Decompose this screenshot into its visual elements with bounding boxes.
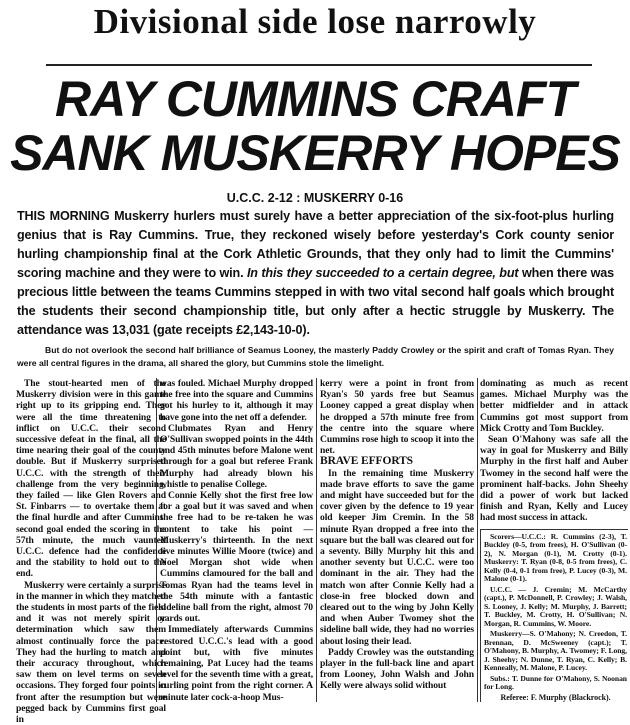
paragraph: Immediately afterwards Cummins restored U.C.C.'s lead with a good point but, with five minutes remaining, Pat Lucey had the teams level for the seventh time with a great, curling point from the right corner. A minute later cock-a-hoop Mus-	[160, 624, 313, 703]
scorers: Scorers—U.C.C.: R. Cummins (2-3), T. Buckley (0-5, from frees), H. O'Sullivan (0-2), N. Morgan (0-1), M. Crotty (0-1). Muskerry: T. Ryan (0-8, 0-5 from frees), C. Kelly (0-4, 0-1 from free), P. Lucey (0-3), M. Malone (0-1).	[484, 531, 627, 584]
ucc-team: U.C.C. — J. Cremin; M. McCarthy (capt.), P. McDonnell, P. Crowley; J. Walsh, S. Looney, J. Kelly; M. Murphy, J. Barrett; T. Buckley, M. Crotty, H. O'Sullivan; N. Morgan, R. Cummins, W. Moore.	[484, 584, 627, 628]
paragraph: Connie Kelly shot the first free low for a goal but it was saved and when the free had to be re-taken he was content to take his point — Muskerry's thirteenth. In the next five minutes Willie Moore (twice) and Noel Morgan shot wide when Cummins clamoured for the ball and Tomas Ryan had the teams level in the 54th minute with a fantastic sideline ball from the right, almost 70 yards out.	[160, 490, 313, 625]
main-headline	[0, 72, 630, 180]
paragraph: Clubmates Ryan and Henry O'Sullivan swopped points in the 44th and 45th minutes before Malone went through for a goal but referee Frank Murphy had already blown his whistle to penalise College.	[160, 422, 313, 490]
paragraph: dominating as much as recent games. Michael Murphy was the better midfielder and in attack Cummins got most support from Mick Crotty and Tom Buckley.	[480, 378, 628, 434]
column-3	[320, 378, 474, 692]
intro-paragraph	[17, 207, 614, 340]
column-divider	[477, 378, 478, 702]
muskerry-team: Muskerry—S. O'Mahony; N. Creedon, T. Brennan, D. McSweeney (capt.); T. O'Mahony, B. Murphy, A. Twomey; F. Long, J. Sheehy; N. Dunne, T. Ryan, C. Kelly; B. Kenneally, M. Malone, P. Lucey.	[484, 629, 627, 673]
referee: Referee: F. Murphy (Blackrock).	[500, 692, 611, 702]
headline-line-1: RAY CUMMINS CRAFT	[54, 71, 575, 127]
column-2	[160, 378, 313, 703]
headline-rule	[46, 64, 592, 66]
paragraph: In the remaining time Muskerry made brave efforts to save the game and might have succeeded but for the cover given by the defence to 19 year old keeper Jim Cremin. In the 58 minute Ryan dropped a free into the square but the ball was cleared out for a seventy. Billy Murphy hit this and another seventy but U.C.C. were too dominant in the air. They had the match won after Connie Kelly had a close-in free blocked down and cleared out to the wing by John Kelly and when Auber Twomey shot the sideline ball wide, they had no worries about losing their lead.	[320, 467, 474, 647]
headline-line-2: SANK MUSKERRY HOPES	[10, 125, 620, 181]
paragraph: The stout-hearted men of the Muskerry division were in this game right up to its gripping end. They were all the time threatening to inflict on U.C.C. their second successive defeat in the final, all the time nearing their goal of the county double. But if Muskerry surprised U.C.C. with the strength of their challenge from the very beginning, they failed — like Glen Rovers and St. Finbarrs — to overtake them at the final hurdle and after Cummins' second goal ended the scoring in the 57th minute, the much vaunted U.C.C. defence had the confidence and the stability to hold out to the end.	[16, 378, 166, 580]
intro-lead: THIS MORNING	[17, 209, 110, 223]
sub-intro: But do not overlook the second half brilliance of Seamus Looney, the masterly Paddy Crowley or the spirit and craft of Tomas Ryan. They were all central figures in the drama, all shared the glory, but Cummins stole the limelight.	[17, 345, 614, 368]
column-divider	[316, 378, 317, 702]
intro-italic: In this they succeeded to a certain degree, but	[246, 266, 519, 280]
column-4	[480, 378, 628, 704]
score-line: U.C.C. 2-12 : MUSKERRY 0-16	[226, 191, 404, 205]
teams-box	[480, 529, 628, 703]
kicker-headline: Divisional side lose narrowly	[93, 2, 537, 41]
subheading: BRAVE EFFORTS	[320, 455, 413, 468]
intro-text-end: when there was precious little between the teams Cummins stepped in with two vital second half goals which brought the students their second championship title, but only after a hectic struggle by Muskerry. The attendance was 13,031 (gate receipts £2,143-10-0).	[17, 266, 614, 337]
paragraph: was fouled. Michael Murphy dropped the free into the square and Cummins got his hurley to it, although it may have gone into the net off a defender.	[160, 378, 313, 423]
paragraph: Muskerry were certainly a surprise in the manner in which they matched the students in most parts of the field and it was not merely spirit or determination which saw them almost continually force the pace. They had the hurling to match and their accuracy throughout, which saw them on level terms on seven occasions. They forged four points in front after the resumption but were pegged back by Cummins first goal in	[16, 579, 166, 725]
subs: Subs.: T. Dunne for O'Mahony, S. Noonan for Long.	[484, 673, 627, 692]
paragraph: kerry were a point in front from Ryan's 50 yards free but Seamus Looney capped a great display when he dropped a 57th minute free from the centre into the square where Cummins rose high to scoop it into the net.	[320, 378, 474, 457]
paragraph: Paddy Crowley was the outstanding player in the full-back line and apart from Looney, John Walsh and John Kelly were always solid without	[320, 646, 474, 692]
paragraph: Sean O'Mahony was safe all the way in goal for Muskerry and Billy Murphy in the first half and Auber Twomey in the second half were the prominent half-backs. John Sheehy did a power of work but lacked finish and Ryan, Kelly and Lucey had most success in attack.	[480, 434, 628, 524]
column-1	[16, 378, 166, 725]
intro-text: Muskerry hurlers must surely have a better appreciation of the six-foot-plus hurling genius that is Ray Cummins. True, they reckoned wisely before yesterday's Cork county senior hurling championship final at the Cork Athletic Grounds, that they only had to limit the Cummins' scoring machine and they were to win.	[17, 209, 614, 280]
